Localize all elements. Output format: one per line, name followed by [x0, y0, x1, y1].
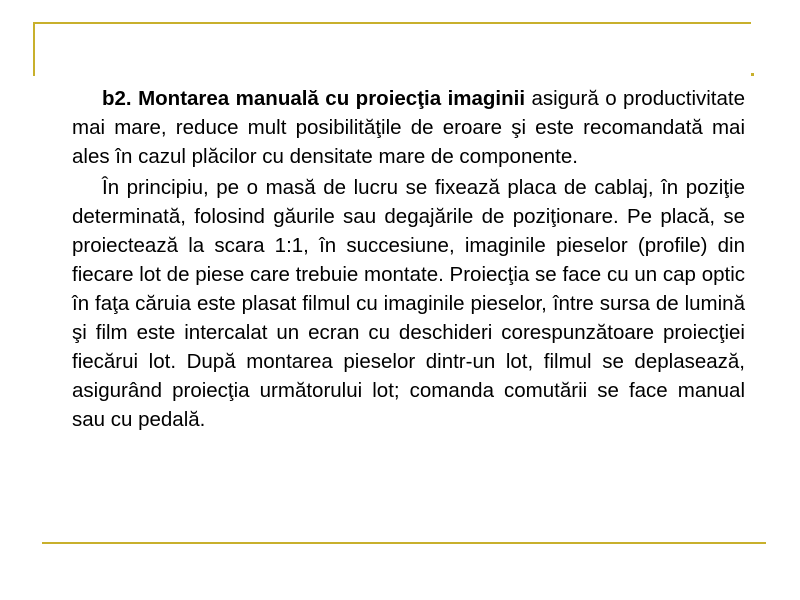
paragraph-principle: În principiu, pe o masă de lucru se fixează placa de cablaj, în poziţie determinată, folosind găurile sau degajările de poziţionare. Pe placă, se proiectează la scara 1:1, în succesiune, imaginile pieselor (profile) din fiecare lot de piese care trebuie montate. Proiecţia se face cu un cap optic în faţa căruia este plasat filmul cu imaginile pieselor, între sursa de lumină şi film este intercalat un ecran cu deschideri corespunzătoare proiecţiei fiecărui lot. După montarea pieselor dintr-un lot, filmul se deplasează, asigurând proiecţia următorului lot; comanda comutării se face manual sau cu pedală. — [72, 176, 745, 431]
paragraph-bold-heading: b2. Montarea manuală cu proiecţia imaginii — [102, 87, 526, 110]
paragraph-intro-text: asigură o productivitate mai mare, reduce mult posibilităţile de eroare şi este recomandată mai ales în cazul plăcilor cu densitate mare de componente. — [72, 87, 745, 168]
frame-top-line — [33, 22, 751, 24]
frame-corner-dot — [751, 73, 754, 76]
slide-body — [72, 84, 745, 436]
paragraph-manual-projection-intro — [72, 84, 745, 171]
frame-bottom-line — [42, 542, 766, 544]
frame-left-line — [33, 22, 35, 76]
